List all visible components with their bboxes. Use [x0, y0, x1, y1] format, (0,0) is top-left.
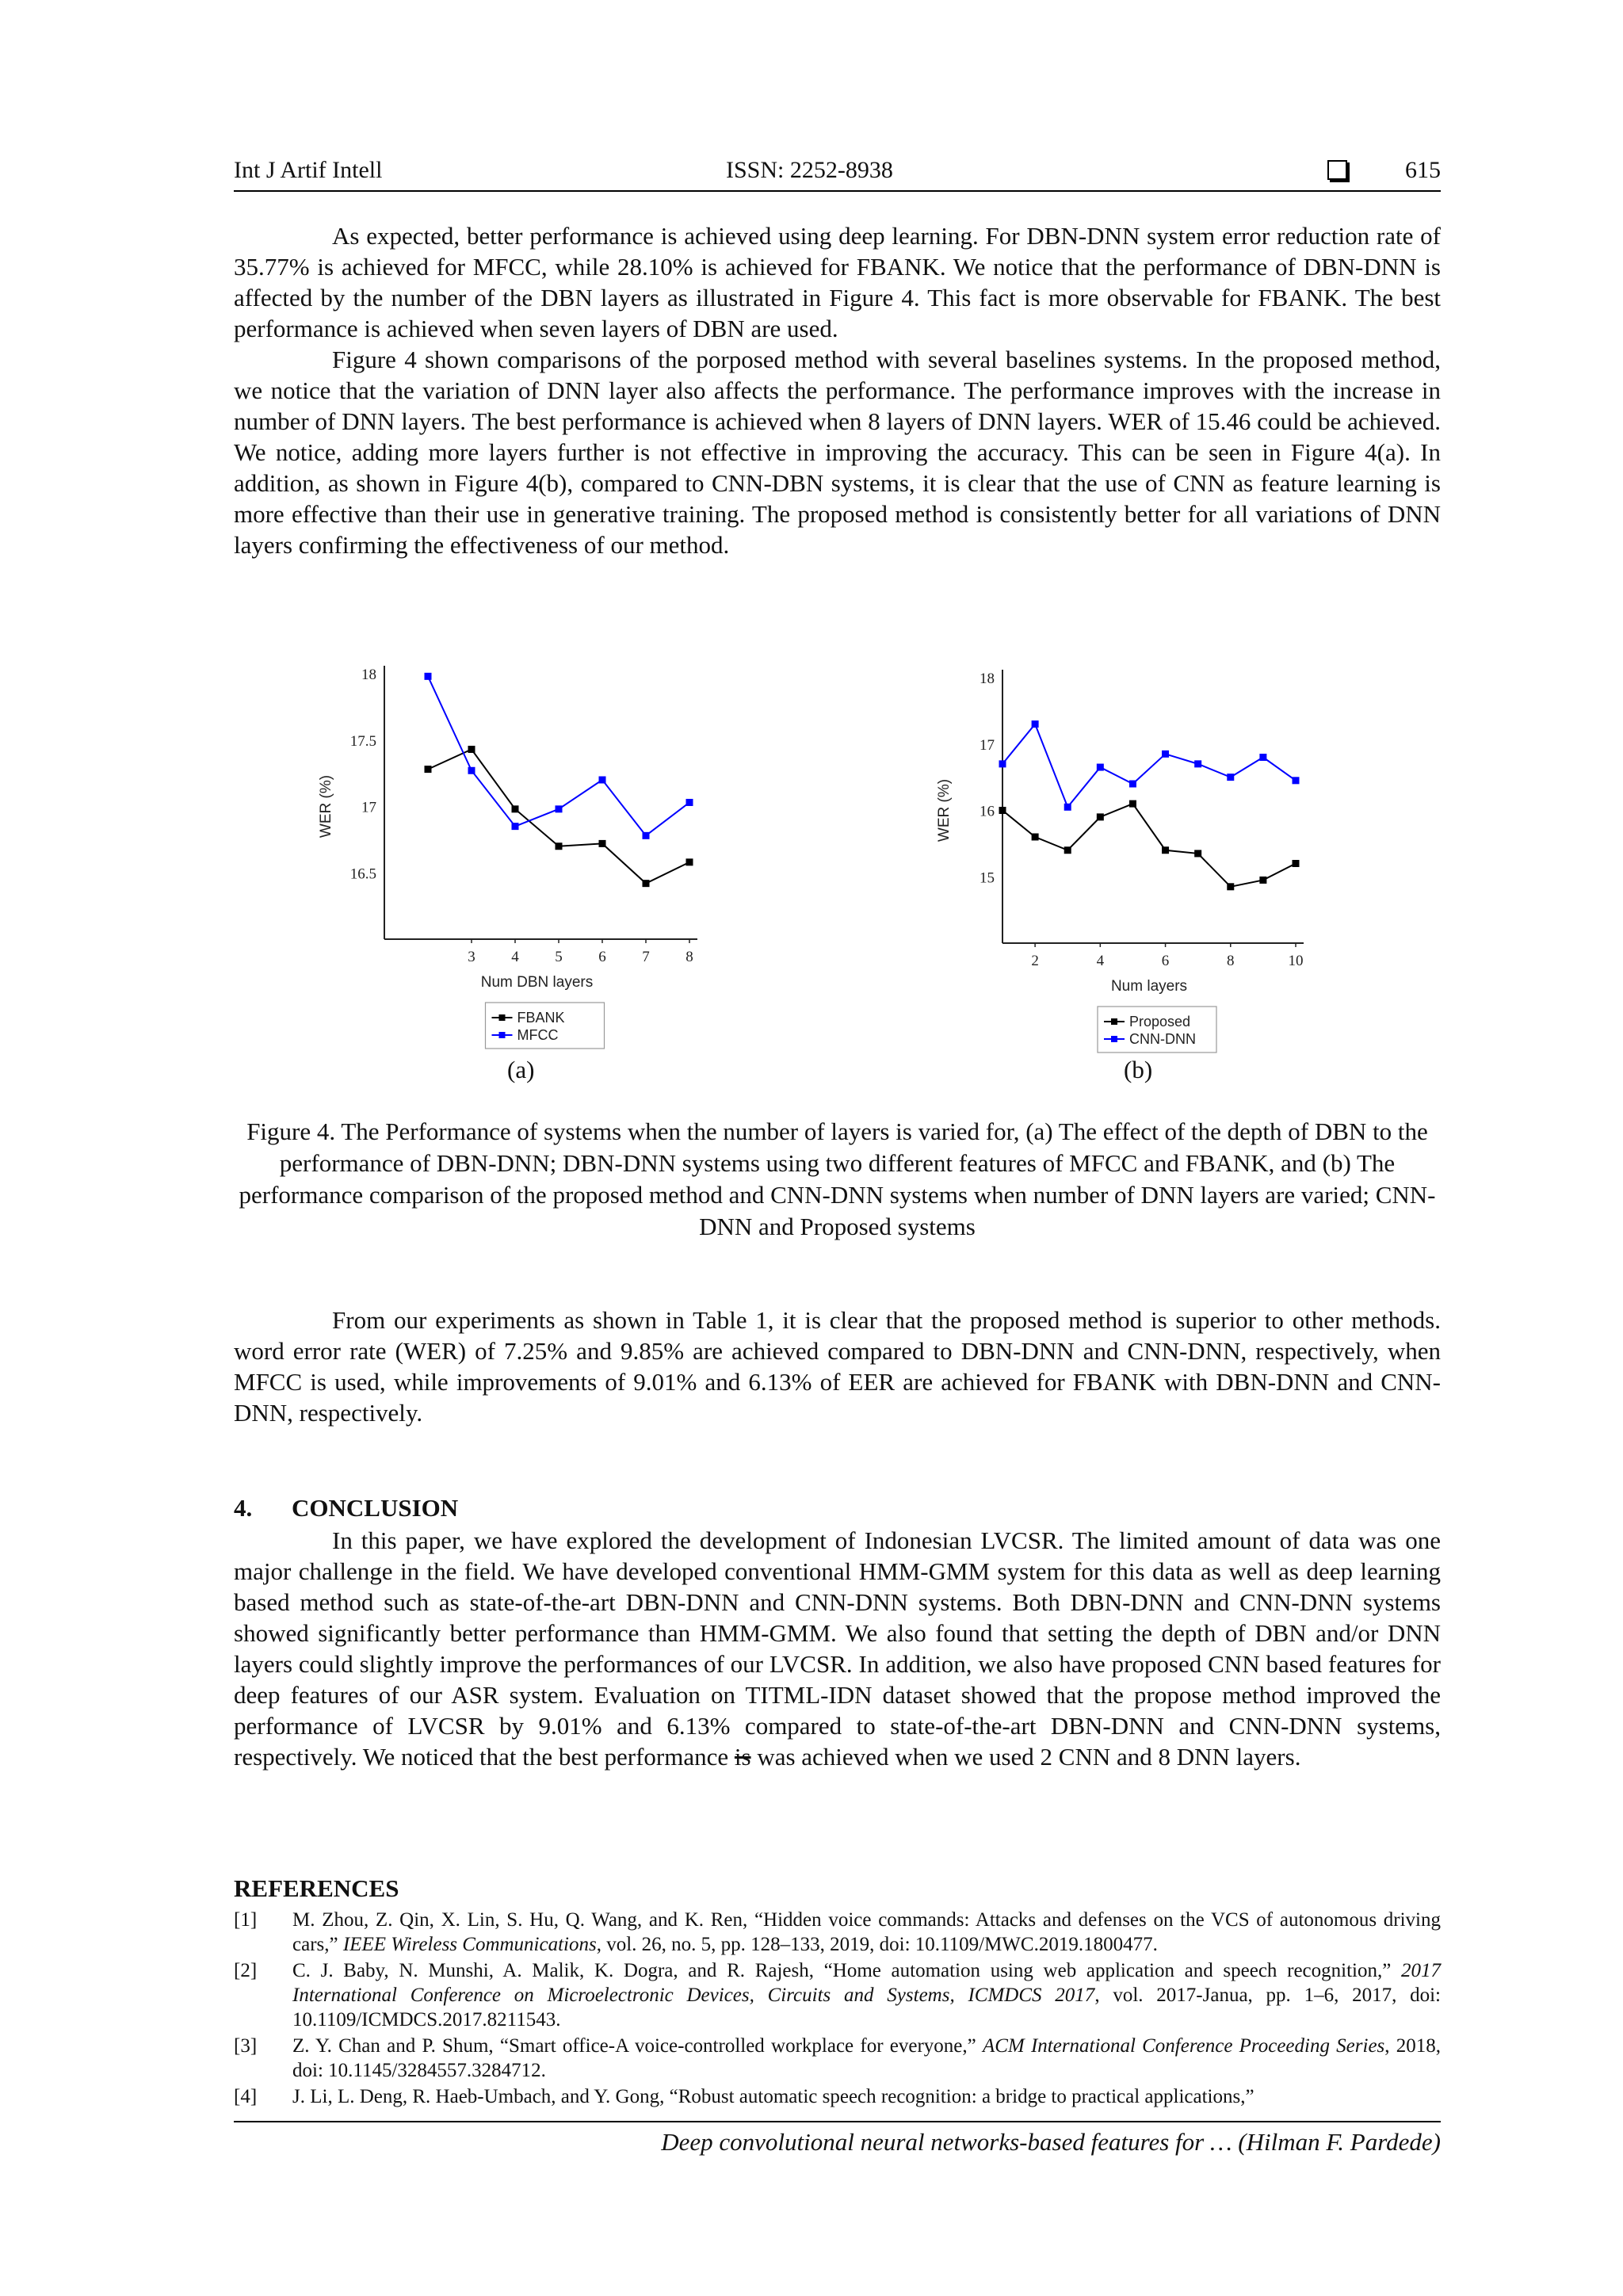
data-point-cnn-dnn	[1162, 751, 1169, 758]
legend-label: CNN-DNN	[1129, 1031, 1196, 1047]
references-heading: REFERENCES	[234, 1874, 399, 1902]
figure-label-b: (b)	[1124, 1056, 1153, 1083]
series-line-proposed	[1002, 804, 1296, 887]
x-tick-label: 4	[1096, 953, 1105, 969]
data-point-mfcc	[643, 832, 650, 839]
data-point-cnn-dnn	[1097, 764, 1104, 771]
figure-caption: Figure 4. The Performance of systems when the number of layers is varied for, (a) The effect of the depth of DBN to the performance of DBN-DNN; DBN-DNN systems using two different features of MFCC and FBANK, and (b) The performance comparison of the proposed method and CNN-DNN systems when number of DNN layers are varied; CNN-DNN and Proposed systems	[239, 1117, 1436, 1240]
legend-label: Proposed	[1129, 1014, 1191, 1030]
data-point-proposed	[1227, 883, 1234, 890]
data-point-mfcc	[512, 823, 519, 830]
legend-swatch-marker	[499, 1014, 506, 1021]
page-header	[234, 155, 1441, 192]
data-point-proposed	[1032, 834, 1039, 841]
y-axis-label: WER (%)	[318, 774, 334, 839]
chart-a	[309, 654, 721, 1043]
paragraph-1: As expected, better performance is achieved using deep learning. For DBN-DNN system error reduction rate of 35.77% is achieved for MFCC, while 28.10% is achieved for FBANK. We notice that the performance of DBN-DNN is affected by the number of the DBN layers as illustrated in Figure 4. This fact is more observable for FBANK. The best performance is achieved when seven layers of DBN are used.	[234, 222, 1441, 342]
data-point-mfcc	[425, 673, 432, 680]
data-point-fbank	[468, 746, 475, 753]
y-tick-label: 17	[980, 736, 995, 754]
x-tick-label: 10	[1288, 953, 1304, 969]
page-number: 615	[1405, 157, 1441, 183]
reference-authors-title: M. Zhou, Z. Qin, X. Lin, S. Hu, Q. Wang, and K. Ren, “Hidden voice commands: Attacks and defenses on the VCS of autonomous driving cars,”	[292, 1909, 1441, 1955]
reference-text	[292, 1908, 1441, 1957]
reference-text	[292, 2034, 1441, 2083]
reference-venue: ACM International Conference Proceeding Series	[982, 2035, 1385, 2057]
reference-text	[292, 2084, 1441, 2109]
y-tick-label: 17.5	[349, 732, 376, 750]
x-tick-label: 8	[685, 949, 693, 965]
data-point-cnn-dnn	[1259, 754, 1266, 761]
reference-text	[292, 1958, 1441, 2032]
reference-authors-title: C. J. Baby, N. Munshi, A. Malik, K. Dogra, and R. Rajesh, “Home automation using web application and speech recognition,”	[292, 1960, 1401, 1981]
legend-swatch-marker	[499, 1032, 506, 1038]
x-axis-label: Num DBN layers	[480, 974, 594, 991]
conclusion-paragraph	[234, 1525, 1441, 1772]
data-point-cnn-dnn	[1064, 804, 1071, 811]
reference-number: [2]	[234, 1960, 258, 1981]
data-point-proposed	[1293, 860, 1300, 867]
reference-details: , vol. 2017-Janua, pp. 1–6, 2017, doi: 10.1109/ICMDCS.2017.8211543.	[292, 1985, 1442, 2030]
data-point-proposed	[999, 807, 1006, 814]
data-point-cnn-dnn	[1032, 720, 1039, 728]
y-tick-label: 17	[361, 799, 376, 816]
data-point-cnn-dnn	[1227, 774, 1234, 781]
y-tick-label: 18	[361, 667, 376, 683]
references-list	[234, 1908, 1441, 2111]
reference-number: [4]	[234, 2086, 258, 2107]
series-line-cnn-dnn	[1002, 724, 1296, 808]
reference-details: , 2018, doi: 10.1145/3284557.3284712.	[292, 2035, 1442, 2081]
data-point-mfcc	[599, 777, 606, 784]
issn: ISSN: 2252-8938	[726, 157, 893, 183]
reference-venue: 2017 International Conference on Microelectronic Devices, Circuits and Systems, ICMDCS 2017	[292, 1960, 1441, 2006]
reference-number: [3]	[234, 2035, 258, 2057]
reference-item	[234, 1908, 1441, 1957]
data-point-cnn-dnn	[1129, 781, 1136, 788]
paragraph-2: Figure 4 shown comparisons of the porposed method with several baselines systems. In the proposed method, we notice that the variation of DNN layer also affects the performance. The performance improves with the increase in number of DNN layers. The best performance is achieved when 8 layers of DNN layers. WER of 15.46 could be achieved. We notice, adding more layers further is not effective in improving the accuracy. This can be seen in Figure 4(a). In addition, as shown in Figure 4(b), compared to CNN-DBN systems, it is clear that the use of CNN as feature learning is more effective than their use in generative training. The proposed method is consistently better for all variations of DNN layers confirming the effectiveness of our method.	[234, 346, 1441, 559]
data-point-proposed	[1064, 846, 1071, 854]
data-point-proposed	[1162, 846, 1169, 854]
data-point-mfcc	[556, 805, 563, 812]
reference-number: [1]	[234, 1909, 258, 1931]
data-point-cnn-dnn	[1194, 760, 1201, 767]
page-footer: Deep convolutional neural networks-based features for … (Hilman F. Pardede)	[661, 2128, 1441, 2156]
data-point-cnn-dnn	[999, 760, 1006, 767]
legend-swatch-marker	[1111, 1036, 1117, 1042]
data-point-fbank	[556, 842, 563, 850]
conclusion-text: In this paper, we have explored the development of Indonesian LVCSR. The limited amount of data was one major challenge in the field. We have developed conventional HMM-GMM system for this data as well as deep learning based method such as state-of-the-art DBN-DNN and CNN-DNN systems. Both DBN-DNN and CNN-DNN systems showed significantly better performance than HMM-GMM. We also found that setting the depth of DBN and/or DNN layers could slightly improve the performances of our LVCSR. In addition, we also have proposed CNN based features for deep features of our ASR system. Evaluation on TITML-IDN dataset showed that the propose method improved the performance of LVCSR by 9.01% and 6.13% compared to state-of-the-art DBN-DNN and CNN-DNN systems, respectively. We noticed that the best performance	[234, 1526, 1441, 1771]
section-title: CONCLUSION	[292, 1494, 459, 1522]
footer-rule	[234, 2121, 1441, 2122]
x-tick-label: 6	[598, 949, 606, 965]
series-line-fbank	[428, 749, 689, 883]
data-point-proposed	[1194, 850, 1201, 857]
section-number: 4.	[234, 1494, 253, 1522]
x-tick-label: 8	[1227, 953, 1235, 969]
data-point-fbank	[599, 840, 606, 847]
y-tick-label: 18	[980, 670, 995, 687]
square-icon	[1327, 160, 1347, 180]
x-tick-label: 5	[555, 949, 563, 965]
reference-authors-title: Z. Y. Chan and P. Shum, “Smart office-A voice-controlled workplace for everyone,”	[292, 2035, 983, 2057]
reference-item	[234, 2084, 1441, 2109]
paragraph-3: From our experiments as shown in Table 1, it is clear that the proposed method is superior to other methods. word error rate (WER) of 7.25% and 9.85% are achieved compared to DBN-DNN and CNN-DNN, respectively, when MFCC is used, while improvements of 9.01% and 6.13% of EER are achieved for FBANK with DBN-DNN and CNN-DNN, respectively.	[234, 1306, 1441, 1427]
y-tick-label: 16.5	[349, 865, 376, 883]
reference-venue: IEEE Wireless Communications	[342, 1934, 597, 1955]
y-tick-label: 15	[980, 869, 995, 887]
section-heading	[234, 1494, 458, 1522]
legend-swatch-marker	[1111, 1018, 1117, 1025]
data-point-proposed	[1259, 877, 1266, 884]
legend-label: MFCC	[517, 1027, 559, 1043]
x-tick-label: 4	[511, 949, 519, 965]
x-tick-label: 2	[1031, 953, 1039, 969]
struck-word: is	[734, 1743, 751, 1771]
data-point-fbank	[512, 805, 519, 812]
data-point-mfcc	[686, 799, 693, 806]
reference-authors-title: J. Li, L. Deng, R. Haeb-Umbach, and Y. Gong, “Robust automatic speech recognition: a bridge to practical applications,”	[292, 2086, 1254, 2107]
chart-b	[936, 654, 1327, 1047]
x-tick-label: 6	[1161, 953, 1170, 969]
figure-label-a: (a)	[507, 1056, 535, 1083]
data-point-cnn-dnn	[1293, 777, 1300, 784]
y-axis-label: WER (%)	[936, 778, 953, 842]
x-tick-label: 3	[468, 949, 475, 965]
chart-b-svg	[936, 654, 1327, 1047]
chart-a-svg	[309, 654, 721, 1043]
legend-label: FBANK	[517, 1010, 565, 1026]
y-tick-label: 16	[980, 803, 995, 820]
reference-item	[234, 2034, 1441, 2083]
data-point-fbank	[643, 880, 650, 887]
data-point-mfcc	[468, 767, 475, 774]
data-point-proposed	[1129, 800, 1136, 808]
x-axis-label: Num layers	[1110, 978, 1188, 995]
x-tick-label: 7	[642, 949, 650, 965]
conclusion-text-end: was achieved when we used 2 CNN and 8 DNN layers.	[750, 1743, 1301, 1771]
data-point-fbank	[425, 766, 432, 773]
data-point-proposed	[1097, 813, 1104, 820]
data-point-fbank	[686, 858, 693, 865]
journal-name: Int J Artif Intell	[234, 157, 383, 183]
reference-item	[234, 1958, 1441, 2032]
reference-details: , vol. 26, no. 5, pp. 128–133, 2019, doi: 10.1109/MWC.2019.1800477.	[596, 1934, 1158, 1955]
